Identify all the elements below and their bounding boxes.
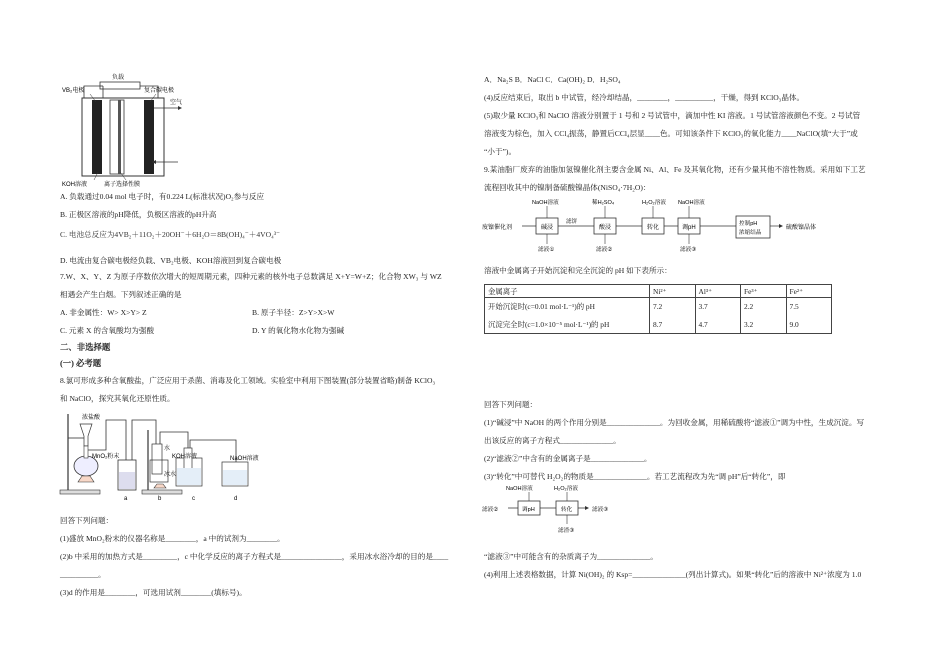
battery-diagram <box>60 70 210 190</box>
table-cell: 9.0 <box>786 316 832 334</box>
q9-answer-prompt: 回答下列问题： <box>484 400 538 409</box>
flow-start: 废镍催化剂 <box>482 225 513 231</box>
q8-part2-cont: __________。 <box>60 570 106 579</box>
flow-filtrate1: 滤液① <box>538 247 555 253</box>
flow2-zhuan: 转化 <box>561 507 573 513</box>
q9-stem-line2: 流程回收其中的镍制备硫酸镍晶体(NiSO₄·7H₂O)： <box>484 183 651 192</box>
hcl-label: 浓盐酸 <box>82 415 101 421</box>
ice-label: 冰水 <box>164 472 177 478</box>
q7-option-b: B. 原子半径：Z>Y>X>W <box>252 308 335 317</box>
alt-flow-diagram <box>482 484 632 534</box>
koh-label: KOH溶液 <box>62 182 88 188</box>
table-cell: 3.7 <box>695 298 741 316</box>
q9-part1-line2: 出该反应的离子方程式______________。 <box>484 436 621 445</box>
q6-option-c: C. 电池总反应为4VB₂＋11O₂＋20OH⁻＋6H₂O＝8B(OH)₄⁻＋4VO₄³⁻ <box>60 230 281 239</box>
q8-stem-line1: 8.氯可形成多种含氧酸盐，广泛应用于杀菌、消毒及化工领域。实验室中利用下图装置(部分装置省略)制备 KClO₃ <box>60 376 436 385</box>
q9-part2: (2)“滤液②”中含有的金属离子是______________。 <box>484 454 652 463</box>
table-cell: 4.7 <box>695 316 741 334</box>
apparatus-diagram <box>58 410 288 500</box>
table-row <box>485 298 832 316</box>
table-intro: 溶液中金属离子开始沉淀和完全沉淀的 pH 如下表所示： <box>484 266 672 275</box>
composite-label: 复合碳电极 <box>144 88 175 94</box>
label-c: c <box>192 496 195 500</box>
flow-tiao-ph: 调pH <box>682 225 696 231</box>
section-subheading: (一) 必考题 <box>60 359 102 368</box>
flow2-naoh: NaOH溶液 <box>506 486 533 492</box>
q9-part4: (4)利用上述表格数据，计算 Ni(OH)₂ 的 Ksp=______________(列出计算式)。如果“转化”后的溶液中 Ni²⁺浓度为 1.0 <box>484 570 862 579</box>
q7-stem-line2: 相遇会产生白烟。下列叙述正确的是 <box>60 290 182 299</box>
table-header-row <box>485 285 832 298</box>
table-header: Fe²⁺ <box>786 285 832 298</box>
flow-concentrate: 浓缩结晶 <box>739 230 762 236</box>
label-b: b <box>158 496 162 500</box>
table-cell: 7.5 <box>786 298 832 316</box>
q8-answer-prompt: 回答下列问题： <box>60 516 114 525</box>
q8-part1: (1)盛放 MnO₂粉末的仪器名称是________，a 中的试剂为________。 <box>60 534 285 543</box>
table-header: 金属离子 <box>485 285 650 298</box>
water-label: 水 <box>164 446 171 452</box>
q8-part3-options: A．Na₂S B．NaCl C．Ca(OH)₂ D．H₂SO₄ <box>484 75 621 84</box>
flow-jianjin: 碱浸 <box>541 225 554 231</box>
q8-part3: (3)d 的作用是________，可选用试剂________(填标号)。 <box>60 588 247 597</box>
table-cell: 沉淀完全时(c=1.0×10⁻⁵ mol·L⁻¹)的 pH <box>485 316 650 334</box>
flow2-out: 滤液③ <box>592 507 609 513</box>
q9-part3: (3)“转化”中可替代 H₂O₂的物质是______________。若工艺流程改为先“调 pH”后“转化”，即 <box>484 472 786 481</box>
flow-h2so4: 稀H₂SO₄ <box>592 200 615 206</box>
flow-zhuanhua: 转化 <box>647 225 660 231</box>
table-cell: 开始沉淀时(c=0.01 mol·L⁻¹)的 pH <box>485 298 650 316</box>
table-header: Fe³⁺ <box>741 285 787 298</box>
label-a: a <box>124 496 128 500</box>
q9-part1-line1: (1)“碱浸”中 NaOH 的两个作用分别是______________。为回收金属，用稀硫酸将“滤液①”调为中性，生成沉淀。写 <box>484 418 865 427</box>
air-label: 空气 <box>170 100 183 106</box>
table-cell: 3.2 <box>741 316 787 334</box>
q6-option-d: D. 电流由复合碳电极经负载、VB₂电极、KOH溶液回到复合碳电极 <box>60 256 282 265</box>
q8-part2: (2)b 中采用的加热方式是_________，c 中化学反应的离子方程式是________________，采用冰水浴冷却的目的是____ <box>60 552 449 561</box>
q7-option-d: D. Y 的氧化物水化物为强碱 <box>252 326 345 335</box>
q7-option-a: A. 非金属性：W> X>Y> Z <box>60 308 147 317</box>
table-cell: 7.2 <box>650 298 696 316</box>
ph-table <box>484 284 832 334</box>
membrane-label: 离子选择性膜 <box>104 182 141 188</box>
q6-option-b: B. 正极区溶液的pH降低，负极区溶液的pH升高 <box>60 210 217 219</box>
section-heading: 二、非选择题 <box>60 343 111 352</box>
load-label: 负载 <box>112 75 125 81</box>
label-d: d <box>234 496 238 500</box>
flow-product: 硫酸镍晶体 <box>786 225 817 231</box>
flow-naoh1: NaOH溶液 <box>532 200 559 206</box>
flow2-h2o2: H₂O₂溶液 <box>554 486 578 492</box>
koh-solution-label: KOH溶液 <box>172 454 198 460</box>
flow-cake: 滤饼 <box>566 219 578 225</box>
flow-h2o2: H₂O₂溶液 <box>642 200 666 206</box>
flow-filtrate2: 滤液② <box>596 247 613 253</box>
q8-part5-line1: (5)取少量 KClO₃和 NaClO 溶液分别置于 1 号和 2 号试管中，滴加中性 KI 溶液。1 号试管溶液颜色不变。2 号试管 <box>484 111 861 120</box>
flow2-cake: 滤渣③ <box>558 528 575 534</box>
flow-naoh2: NaOH溶液 <box>678 200 705 206</box>
flow-filtrate3: 滤液③ <box>680 247 697 253</box>
table-header: Ni²⁺ <box>650 285 696 298</box>
table-header: Al³⁺ <box>695 285 741 298</box>
vb2-label: VB₂电极 <box>62 88 85 94</box>
flow-control-ph: 控制pH <box>739 221 758 227</box>
q7-option-c: C. 元素 X 的含氧酸均为强酸 <box>60 326 155 335</box>
q8-stem-line2: 和 NaClO，探究其氧化还原性质。 <box>60 394 175 403</box>
q8-part5-line3: “小于”)。 <box>484 147 517 156</box>
flow2-tiao: 调pH <box>522 507 535 513</box>
q8-part5-line2: 溶液变为棕色，加入 CCl₄振荡，静置后CCl₄层显____色。可知该条件下 KClO₃的氧化能力____NaClO(填“大于”或 <box>484 129 858 138</box>
q9-part3-cont: “滤液③”中可能含有的杂质离子为______________。 <box>484 552 658 561</box>
flow2-in: 滤液② <box>482 507 499 513</box>
naoh-solution-label: NaOH溶液 <box>230 456 259 462</box>
q8-part4: (4)反应结束后，取出 b 中试管，经冷却结晶，________，__________，干燥，得到 KClO₃晶体。 <box>484 93 805 102</box>
q6-option-a: A. 负载通过0.04 mol 电子时，有0.224 L(标准状况)O₂参与反应 <box>60 192 265 201</box>
table-cell: 2.2 <box>741 298 787 316</box>
flow-suanjin: 酸浸 <box>599 225 612 231</box>
table-row <box>485 316 832 334</box>
q9-stem-line1: 9.某油脂厂废弃的油脂加氢镍催化剂主要含金属 Ni、Al、Fe 及其氧化物，还有少量其他不溶性物质。采用如下工艺 <box>484 165 866 174</box>
q7-stem-line1: 7.W、X、Y、Z 为原子序数依次增大的短周期元素，四种元素的核外电子总数满足 X+Y=W+Z；化合物 XW₃ 与 WZ <box>60 272 442 281</box>
mno2-label: MnO₂粉末 <box>92 454 120 460</box>
table-cell: 8.7 <box>650 316 696 334</box>
process-flow-diagram <box>482 196 832 256</box>
